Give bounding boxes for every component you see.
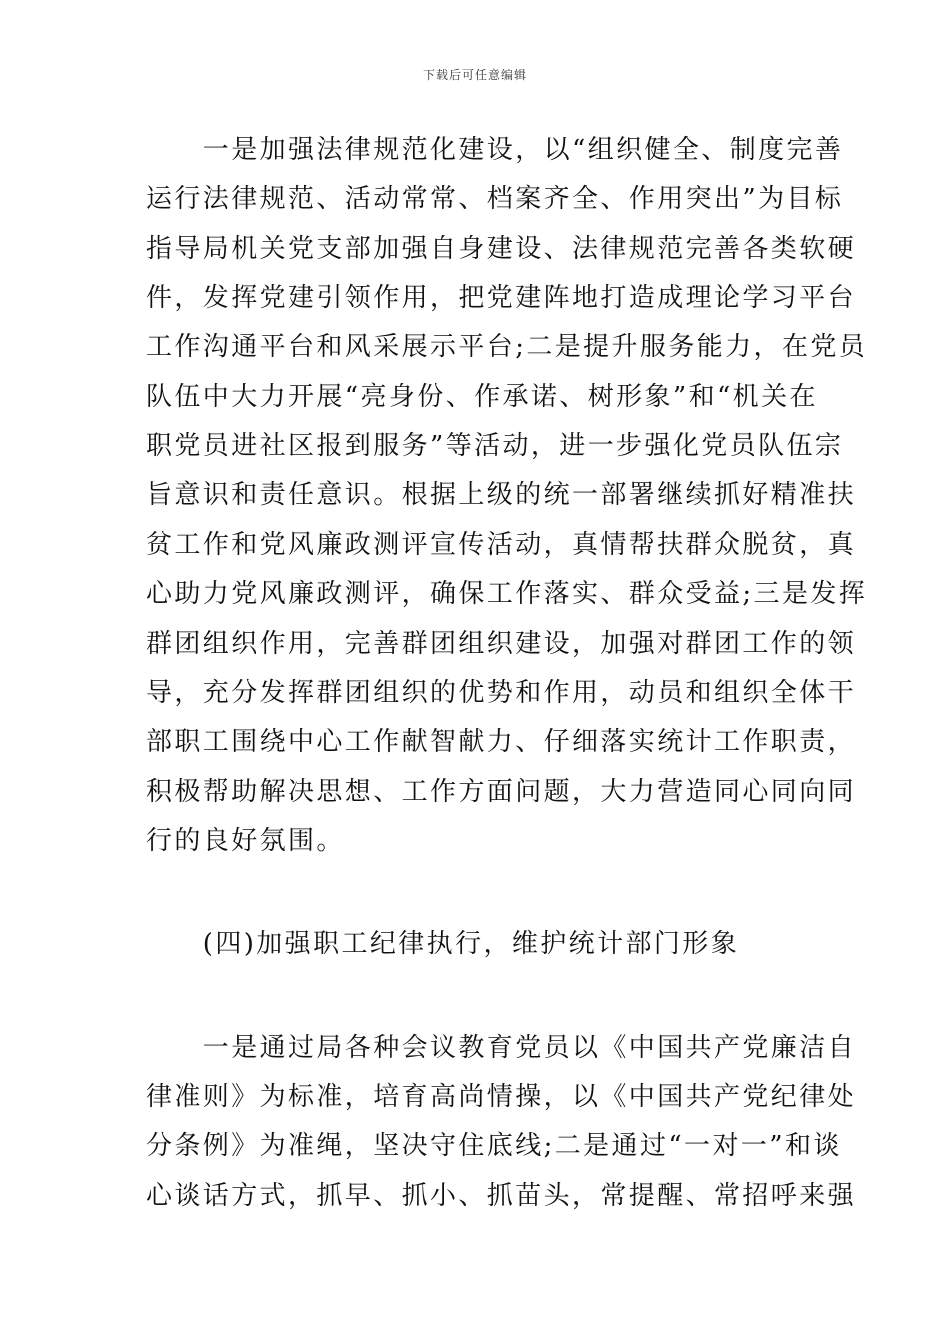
paragraph-line: 贫工作和党风廉政测评宣传活动，真情帮扶群众脱贫，真 [146, 530, 857, 560]
paragraph-line: 心谈话方式，抓早、抓小、抓苗头，常提醒、常招呼来强 [146, 1181, 857, 1211]
page-header: 下载后可任意编辑 [422, 68, 527, 82]
paragraph-line: 件，发挥党建引领作用，把党建阵地打造成理论学习平台 [146, 283, 857, 313]
paragraph-line: 一是通过局各种会议教育党员以《中国共产党廉洁自 [146, 1033, 857, 1063]
paragraph-line: 群团组织作用，完善群团组织建设，加强对群团工作的领 [146, 629, 857, 659]
paragraph-line: 部职工围绕中心工作献智献力、仔细落实统计工作职责， [146, 727, 857, 757]
paragraph-line: 心助力党风廉政测评，确保工作落实、群众受益;三是发挥 [146, 579, 868, 609]
section-heading: (四)加强职工纪律执行，维护统计部门形象 [146, 929, 740, 959]
paragraph-line: 分条例》为准绳，坚决守住底线;二是通过“一对一”和谈 [146, 1131, 842, 1161]
paragraph-line: 积极帮助解决思想、工作方面问题，大力营造同心同向同 [146, 777, 857, 807]
paragraph-line: 运行法律规范、活动常常、档案齐全、作用突出”为目标 [146, 184, 844, 214]
paragraph-line: 行的良好氛围。 [146, 826, 345, 856]
paragraph-line: 旨意识和责任意识。根据上级的统一部署继续抓好精准扶 [146, 480, 857, 510]
paragraph-line: 导，充分发挥群团组织的优势和作用，动员和组织全体干 [146, 678, 857, 708]
paragraph-line: 律准则》为标准，培育高尚情操，以《中国共产党纪律处 [146, 1082, 857, 1112]
paragraph-line: 一是加强法律规范化建设，以“组织健全、制度完善 [146, 135, 844, 165]
paragraph-line: 队伍中大力开展“亮身份、作承诺、树形象”和“机关在 [146, 382, 818, 412]
paragraph-line: 指导局机关党支部加强自身建设、法律规范完善各类软硬 [146, 234, 857, 264]
paragraph-line: 职党员进社区报到服务”等活动，进一步强化党员队伍宗 [146, 431, 844, 461]
paragraph-line: 工作沟通平台和风采展示平台;二是提升服务能力，在党员 [146, 332, 868, 362]
